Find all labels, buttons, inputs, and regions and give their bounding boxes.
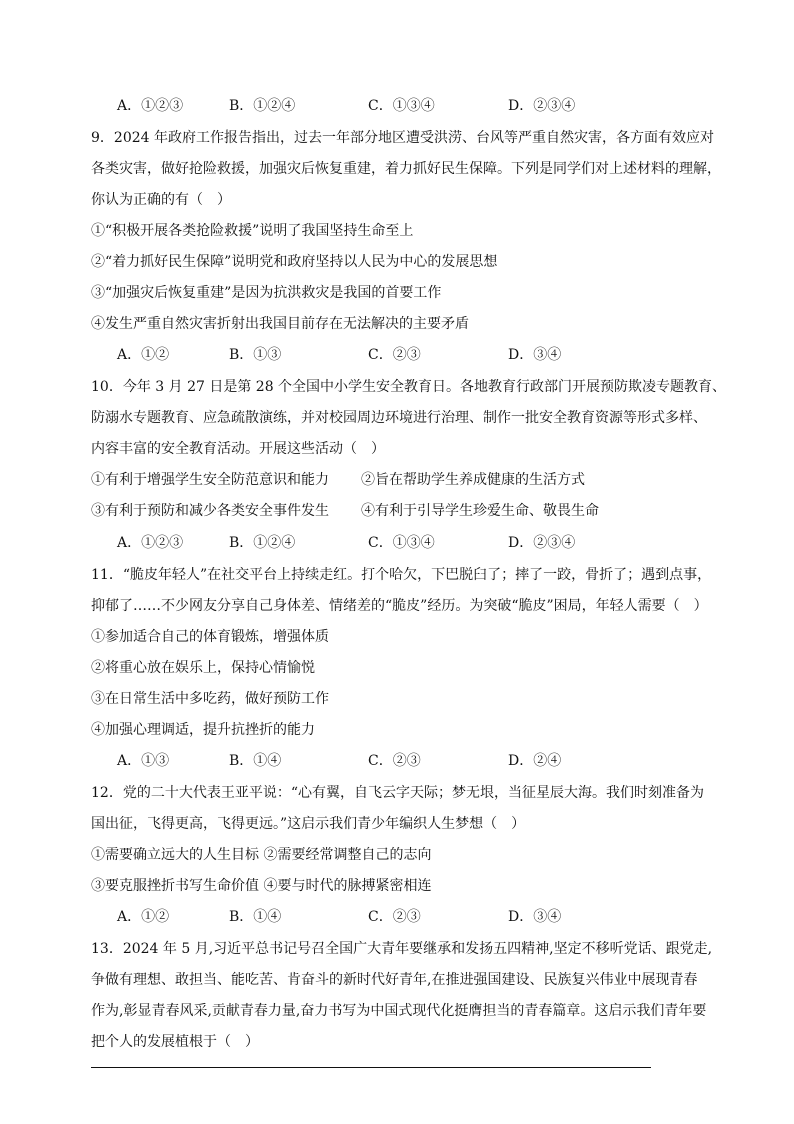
q10-option-c: C．①③④ (368, 535, 435, 551)
q12-option-b: B．①④ (229, 909, 282, 925)
q13-stem-line: 作为,彰显青春风采,贡献青春力量,奋力书写为中国式现代化挺膺担当的青春篇章。这启示我们青年要 (91, 1003, 707, 1019)
q8-options (117, 96, 597, 116)
q12-option-a: A．①② (117, 909, 170, 925)
q9-stem-line: 各类灾害，做好抢险救援，加强灾后恢复重建，着力抓好民生保障。下列是同学们对上述材料的理解， (91, 161, 721, 177)
q11-stem-line: 抑郁了……不少网友分享自己身体差、情绪差的“脆皮”经历。为突破“脆皮”困局，年轻人需要（ ） (91, 598, 708, 614)
q11-statement-2: ②将重心放在娱乐上，保持心情愉悦 (91, 660, 315, 676)
q13-stem-line: 争做有理想、敢担当、能吃苦、肯奋斗的新时代好青年,在推进强国建设、民族复兴伟业中展现青春 (91, 972, 698, 988)
q8-option-b: B．①②④ (229, 98, 296, 114)
q10-option-d: D．②③④ (508, 535, 576, 551)
q11-stem-line: 11．“脆皮年轻人”在社交平台上持续走红。打个哈欠，下巴脱臼了；摔了一跤，骨折了；遇到点事， (91, 567, 712, 583)
q10-statement-3: ③有利于预防和减少各类安全事件发生 (91, 503, 329, 519)
q10-stem-line: 防溺水专题教育、应急疏散演练，并对校园周边环境进行治理、制作一批安全教育资源等形式多样、 (91, 410, 707, 426)
q10-statement-4: ④有利于引导学生珍爱生命、敬畏生命 (361, 503, 599, 519)
q11-statement-3: ③在日常生活中多吃药，做好预防工作 (91, 691, 329, 707)
q11-statement-1: ①参加适合自己的体育锻炼，增强体质 (91, 629, 329, 645)
q9-statement-4: ④发生严重自然灾害折射出我国目前存在无法解决的主要矛盾 (91, 316, 469, 332)
q10-option-a: A．①②③ (117, 535, 184, 551)
q12-statement-row: ③要克服挫折书写生命价值 ④要与时代的脉搏紧密相连 (91, 878, 432, 894)
q8-option-c: C．①③④ (368, 98, 435, 114)
q11-options (117, 751, 597, 771)
q9-option-d: D．③④ (508, 347, 562, 363)
bottom-divider (91, 1067, 651, 1068)
q12-options (117, 907, 597, 927)
q12-statement-row: ①需要确立远大的人生目标 ②需要经常调整自己的志向 (91, 847, 432, 863)
q11-statement-4: ④加强心理调适，提升抗挫折的能力 (91, 722, 315, 738)
q13-stem-line: 13．2024 年 5 月,习近平总书记号召全国广大青年要继承和发扬五四精神,坚定不移听党话、跟党走, (91, 941, 713, 957)
q13-stem-line: 把个人的发展植根于（ ） (91, 1034, 259, 1050)
q10-statement-2: ②旨在帮助学生养成健康的生活方式 (361, 472, 585, 488)
q11-option-d: D．②④ (508, 753, 562, 769)
q10-statement-row (91, 470, 691, 490)
q8-option-a: A．①②③ (117, 98, 184, 114)
q12-stem-line: 国出征，飞得更高，飞得更远。”这启示我们青少年编织人生梦想（ ） (91, 816, 526, 832)
q10-option-b: B．①②④ (229, 535, 296, 551)
q11-option-c: C．②③ (368, 753, 421, 769)
q10-stem-line: 10．今年 3 月 27 日是第 28 个全国中小学生安全教育日。各地教育行政部门开展预防欺凌专题教育、 (91, 379, 727, 395)
q10-options (117, 533, 597, 553)
q11-option-b: B．①④ (229, 753, 282, 769)
q9-option-b: B．①③ (229, 347, 282, 363)
q9-option-a: A．①② (117, 347, 170, 363)
q9-statement-2: ②“着力抓好民生保障”说明党和政府坚持以人民为中心的发展思想 (91, 254, 498, 270)
q12-option-d: D．③④ (508, 909, 562, 925)
q12-option-c: C．②③ (368, 909, 421, 925)
q9-options (117, 345, 597, 365)
q9-stem-line: 你认为正确的有（ ） (91, 192, 231, 208)
q10-statement-1: ①有利于增强学生安全防范意识和能力 (91, 472, 329, 488)
q9-statement-3: ③“加强灾后恢复重建”是因为抗洪救灾是我国的首要工作 (91, 285, 442, 301)
q10-stem-line: 内容丰富的安全教育活动。开展这些活动（ ） (91, 441, 385, 457)
q11-option-a: A．①③ (117, 753, 170, 769)
q9-option-c: C．②③ (368, 347, 421, 363)
q10-statement-row (91, 501, 691, 521)
q8-option-d: D．②③④ (508, 98, 576, 114)
q12-stem-line: 12．党的二十大代表王亚平说：“心有翼，自飞云字天际；梦无垠，当征星辰大海。我们时刻准备为 (91, 785, 704, 801)
q9-statement-1: ①“积极开展各类抢险救援”说明了我国坚持生命至上 (91, 223, 414, 239)
q9-stem-line: 9．2024 年政府工作报告指出，过去一年部分地区遭受洪涝、台风等严重自然灾害，各方面有效应对 (91, 130, 714, 146)
